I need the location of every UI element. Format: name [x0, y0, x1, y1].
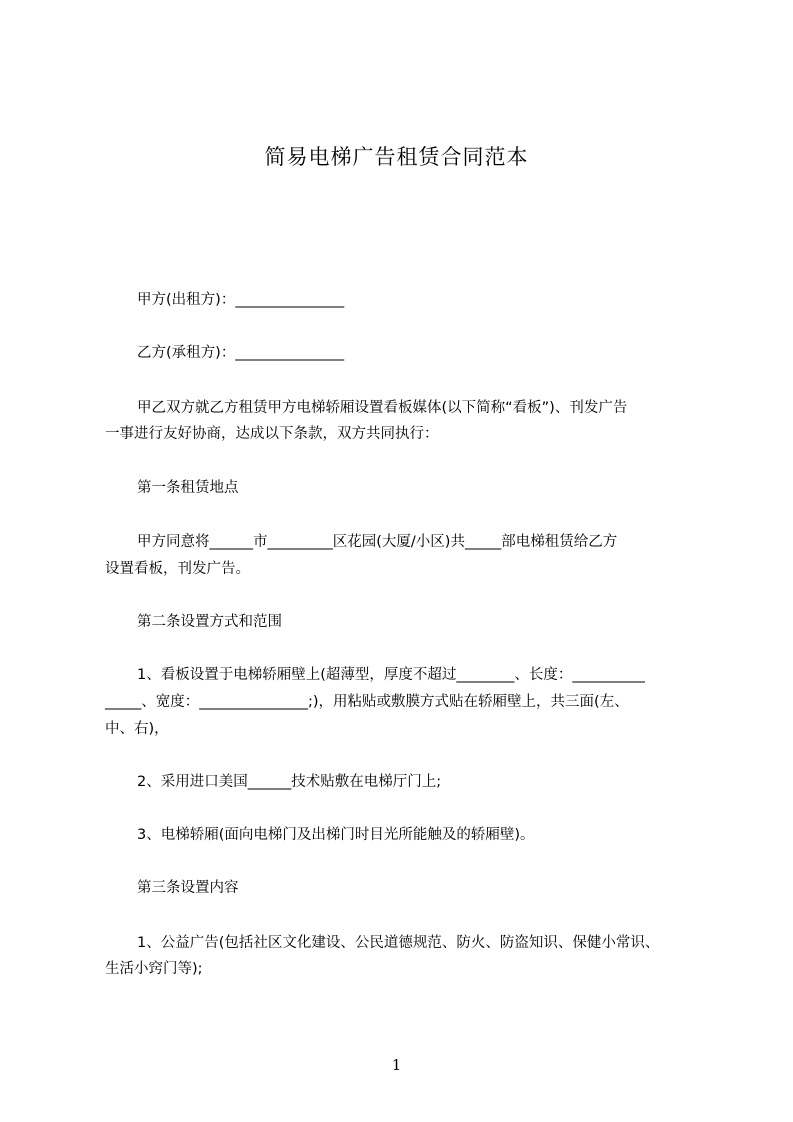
party-b-line: 乙方(承租方)：_______________	[137, 345, 345, 361]
page-number: 1	[391, 1056, 402, 1074]
paragraph-line: 设置看板，刊发广告。	[105, 561, 250, 577]
paragraph-line: 中、右)，	[105, 721, 169, 737]
paragraph-line: 2、采用进口美国______技术贴敷在电梯厅门上;	[137, 774, 442, 790]
paragraph-line: 甲方同意将______市_________区花园(大厦/小区)共_____部电梯租赁给乙方	[137, 534, 618, 550]
paragraph-line: 1、看板设置于电梯轿厢壁上(超薄型，厚度不超过________、长度：__________	[137, 667, 645, 683]
paragraph-line: 一事进行友好协商，达成以下条款，双方共同执行：	[105, 426, 439, 442]
party-a-line: 甲方(出租方)：_______________	[137, 292, 345, 308]
document-title: 简易电梯广告租赁合同范本	[264, 145, 529, 169]
article-heading: 第二条设置方式和范围	[137, 614, 282, 630]
article-heading: 第一条租赁地点	[137, 480, 239, 496]
article-heading: 第三条设置内容	[137, 880, 239, 896]
paragraph-line: 甲乙双方就乙方租赁甲方电梯轿厢设置看板媒体(以下简称“看板”)、刊发广告	[137, 400, 628, 416]
paragraph-line: 3、电梯轿厢(面向电梯门及出梯门时目光所能触及的轿厢壁)。	[137, 827, 535, 843]
paragraph-line: _____、宽度：_______________;)，用粘贴或敷膜方式贴在轿厢壁上，共三面(左、	[105, 694, 629, 710]
paragraph-line: 生活小窍门等);	[105, 961, 203, 977]
paragraph-line: 1、公益广告(包括社区文化建设、公民道德规范、防火、防盗知识、保健小常识、	[137, 935, 660, 951]
